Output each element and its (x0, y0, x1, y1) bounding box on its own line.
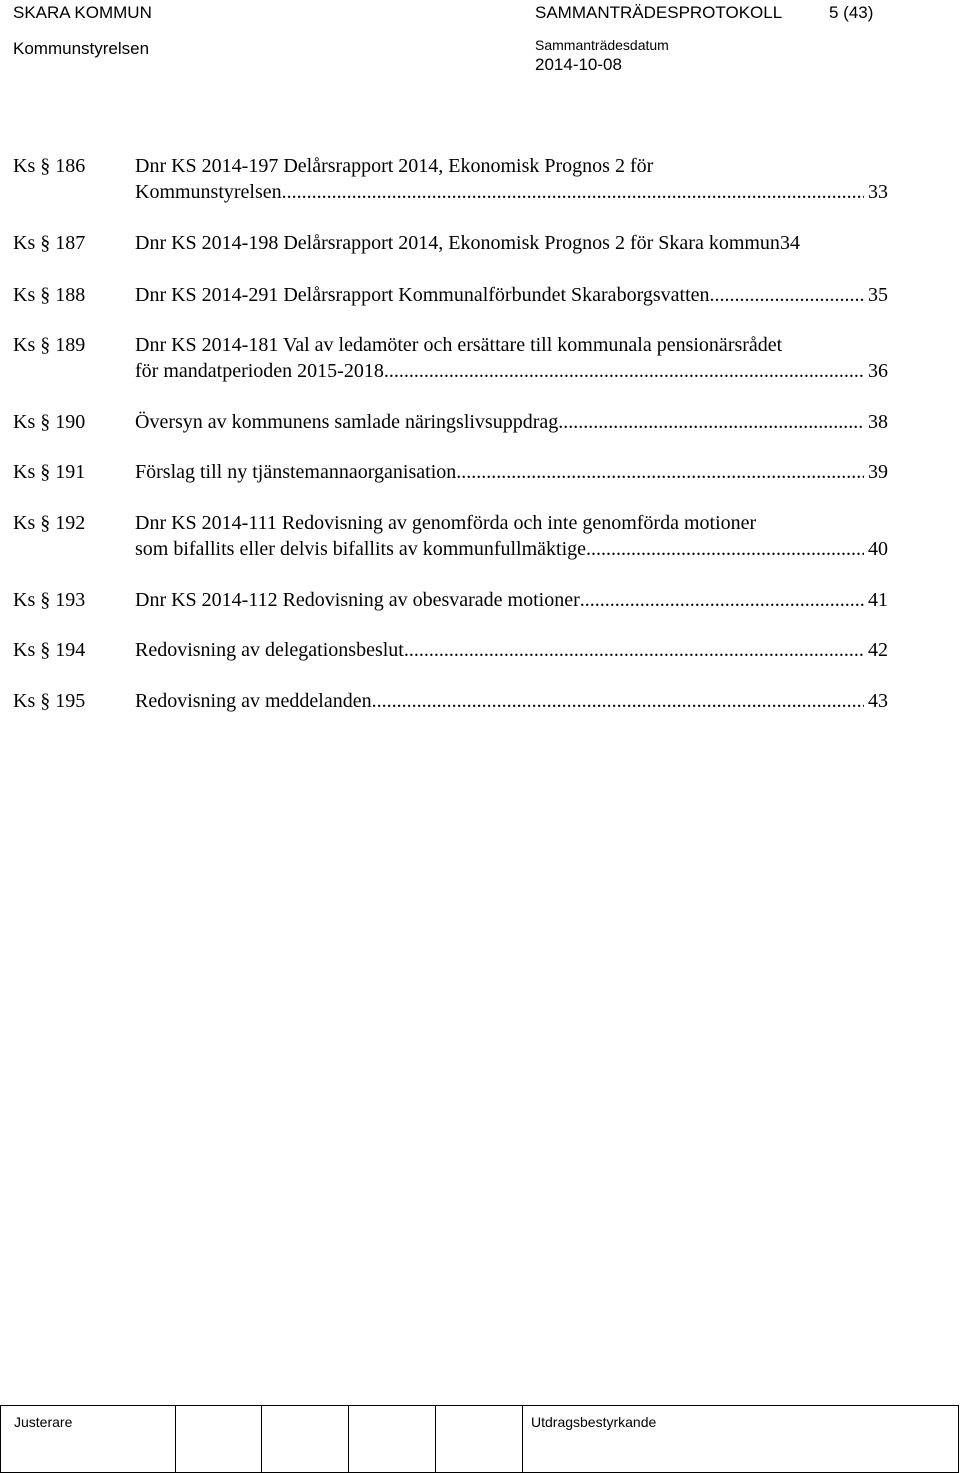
signature-cell-4 (348, 1406, 435, 1472)
municipality-name: SKARA KOMMUN (13, 3, 152, 22)
dot-leader (404, 637, 864, 663)
utdrag-label: Utdragsbestyrkande (531, 1414, 657, 1430)
dot-leader (372, 688, 864, 714)
entry-page: 35 (868, 284, 888, 306)
entry-page: 39 (868, 461, 888, 483)
paragraph-number: Ks § 186 (13, 155, 86, 177)
signature-cell-3 (261, 1406, 348, 1472)
entry-title: Dnr KS 2014-112 Redovisning av obesvarade motioner (135, 589, 580, 611)
document-type: SAMMANTRÄDESPROTOKOLL (535, 3, 783, 22)
paragraph-number: Ks § 193 (13, 589, 86, 611)
entry-title-cont: som bifallits eller delvis bifallits av kommunfullmäktige (135, 538, 587, 560)
entry-title: Redovisning av meddelanden (135, 690, 372, 712)
signature-cell-2 (175, 1406, 261, 1472)
dot-leader (456, 459, 864, 485)
utdrag-cell (522, 1406, 959, 1472)
dot-leader (282, 179, 864, 205)
entry-title: Dnr KS 2014-197 Delårsrapport 2014, Ekonomisk Prognos 2 för (135, 155, 654, 177)
paragraph-number: Ks § 190 (13, 411, 86, 433)
signature-cell-5 (435, 1406, 522, 1472)
entry-page: 43 (868, 690, 888, 712)
entry-page: 42 (868, 639, 888, 661)
entry-page: 40 (868, 538, 888, 560)
entry-title: Dnr KS 2014-291 Delårsrapport Kommunalförbundet Skaraborgsvatten (135, 284, 710, 306)
dot-leader (384, 358, 864, 384)
paragraph-number: Ks § 195 (13, 690, 86, 712)
entry-page: 38 (868, 411, 888, 433)
paragraph-number: Ks § 189 (13, 334, 86, 356)
meeting-date-label: Sammanträdesdatum (535, 37, 669, 53)
entry-title: Dnr KS 2014-111 Redovisning av genomförda och inte genomförda motioner (135, 512, 757, 534)
entry-title-cont: Kommunstyrelsen (135, 181, 282, 203)
board-name: Kommunstyrelsen (13, 39, 150, 58)
entry-page: 41 (868, 589, 888, 611)
page-number: 5 (43) (829, 3, 874, 22)
entry-title: Redovisning av delegationsbeslut (135, 639, 404, 661)
signature-footer (0, 1405, 959, 1473)
paragraph-number: Ks § 187 (13, 232, 86, 254)
dot-leader (558, 409, 864, 435)
dot-leader (586, 536, 864, 562)
paragraph-number: Ks § 191 (13, 461, 86, 483)
dot-leader (710, 282, 864, 308)
entry-page: 36 (868, 360, 888, 382)
paragraph-number: Ks § 194 (13, 639, 86, 661)
meeting-date: 2014-10-08 (535, 55, 622, 74)
entry-page: 33 (868, 181, 888, 203)
entry-title: Förslag till ny tjänstemannaorganisation (135, 461, 457, 483)
justerare-label: Justerare (14, 1414, 73, 1430)
entry-page: 34 (779, 232, 800, 254)
dot-leader (580, 587, 864, 613)
entry-title: Översyn av kommunens samlade näringslivsuppdrag (135, 411, 559, 433)
justerare-cell (0, 1406, 175, 1472)
entry-title-cont: för mandatperioden 2015-2018 (135, 360, 384, 382)
paragraph-number: Ks § 192 (13, 512, 86, 534)
entry-title: Dnr KS 2014-198 Delårsrapport 2014, Ekonomisk Prognos 2 för Skara kommun (135, 232, 780, 254)
paragraph-number: Ks § 188 (13, 284, 86, 306)
entry-title: Dnr KS 2014-181 Val av ledamöter och ersättare till kommunala pensionärsrådet (135, 334, 783, 356)
